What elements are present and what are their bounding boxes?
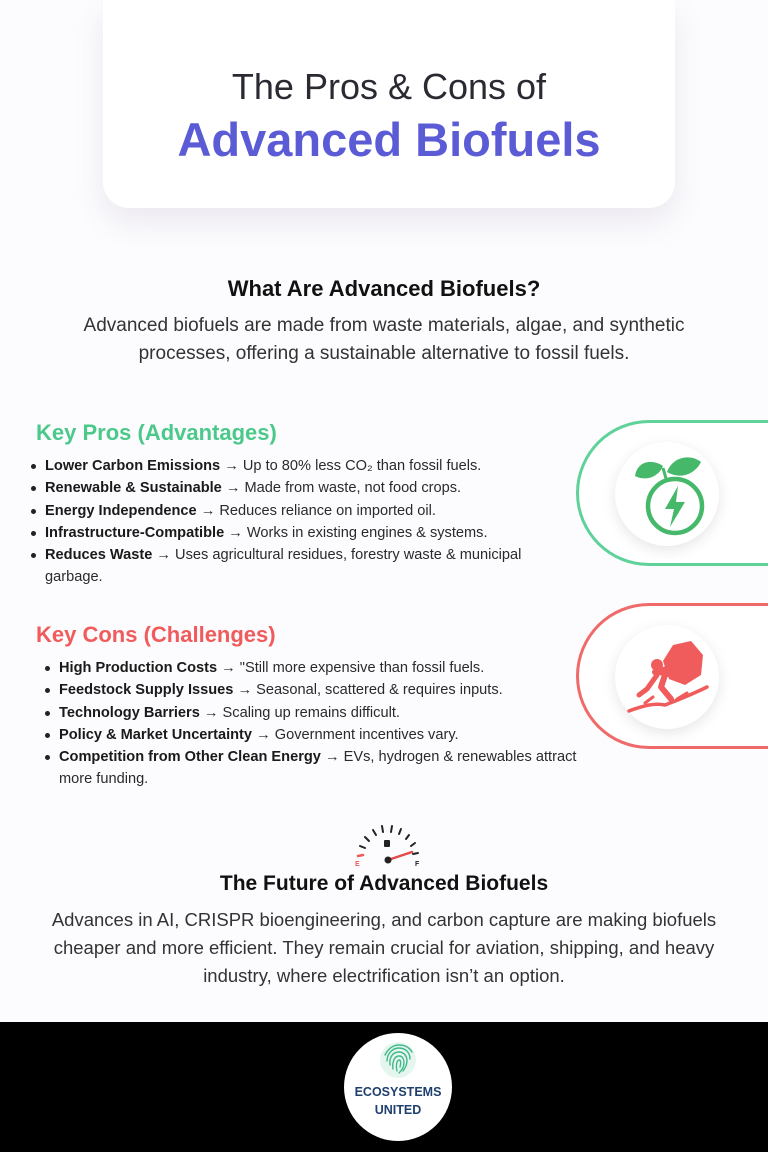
what-body: Advanced biofuels are made from waste materials, algae, and synthetic processes, offering a sustainable alternative to fossil fuels. [83, 315, 685, 364]
pros-list [28, 455, 568, 589]
list-item [42, 657, 582, 679]
item-term: Infrastructure-Compatible [45, 524, 225, 541]
pros-icon-card [576, 420, 768, 566]
item-text: → Works in existing engines & systems. [224, 524, 488, 541]
what-heading: What Are Advanced Biofuels? [227, 276, 541, 301]
item-term: Competition from Other Clean Energy [59, 749, 321, 766]
item-term: High Production Costs [59, 660, 218, 676]
title-card [103, 0, 675, 208]
item-text: → Uses agricultural residues, forestry waste & municipal garbage. [45, 547, 522, 586]
leaf-lightning-icon [615, 442, 719, 546]
future-body: Advances in AI, CRISPR bioengineering, and carbon capture are making biofuels cheaper and more efficient. They remain crucial for aviation, shipping, and heavy industry, where electrification isn’t an option. [51, 909, 717, 986]
list-item [42, 724, 582, 746]
list-item [28, 522, 568, 544]
logo-line2: UNITED [374, 1103, 422, 1117]
item-term: Renewable & Sustainable [45, 480, 222, 497]
pros-heading: Key Pros (Advantages) [36, 420, 277, 445]
list-item [42, 702, 582, 724]
item-text: → "Still more expensive than fossil fuels. [217, 660, 485, 676]
logo-line1: ECOSYSTEMS [354, 1085, 442, 1099]
list-item [28, 455, 568, 477]
boulder-push-icon [615, 625, 719, 729]
cons-heading: Key Cons (Challenges) [36, 622, 276, 647]
future-heading: The Future of Advanced Biofuels [219, 872, 549, 895]
list-item [28, 544, 568, 589]
pros-icon-circle [615, 442, 719, 546]
item-term: Lower Carbon Emissions [45, 458, 221, 474]
item-text: → EVs, hydrogen & renewables attract more funding. [59, 749, 577, 788]
logo [344, 1033, 452, 1141]
cons-icon-circle [615, 625, 719, 729]
list-item [42, 679, 582, 701]
gauge-full-label: F [415, 861, 420, 868]
item-term: Technology Barriers [59, 704, 200, 721]
fingerprint-icon [379, 1041, 417, 1079]
fuel-gauge-icon [350, 822, 426, 868]
item-text: → Reduces reliance on imported oil. [196, 502, 436, 519]
item-text: → Scaling up remains difficult. [199, 704, 400, 721]
item-term: Feedstock Supply Issues [59, 682, 234, 699]
gauge-empty-label: E [355, 861, 360, 868]
item-text: → Government incentives vary. [252, 726, 459, 743]
cons-icon-card [576, 603, 768, 749]
item-term: Energy Independence [45, 502, 197, 519]
title-line2: Advanced Biofuels [177, 113, 601, 166]
item-text: → Made from waste, not food crops. [221, 480, 462, 497]
item-text: → Up to 80% less CO₂ than fossil fuels. [220, 458, 482, 474]
list-item [42, 746, 582, 791]
item-term: Policy & Market Uncertainty [59, 726, 253, 743]
fuel-gauge [350, 822, 426, 873]
title-line1: The Pros & Cons of [231, 66, 547, 107]
item-term: Reduces Waste [45, 547, 153, 564]
item-text: → Seasonal, scattered & requires inputs. [233, 682, 503, 699]
cons-list [42, 657, 582, 791]
list-item [28, 477, 568, 499]
list-item [28, 500, 568, 522]
